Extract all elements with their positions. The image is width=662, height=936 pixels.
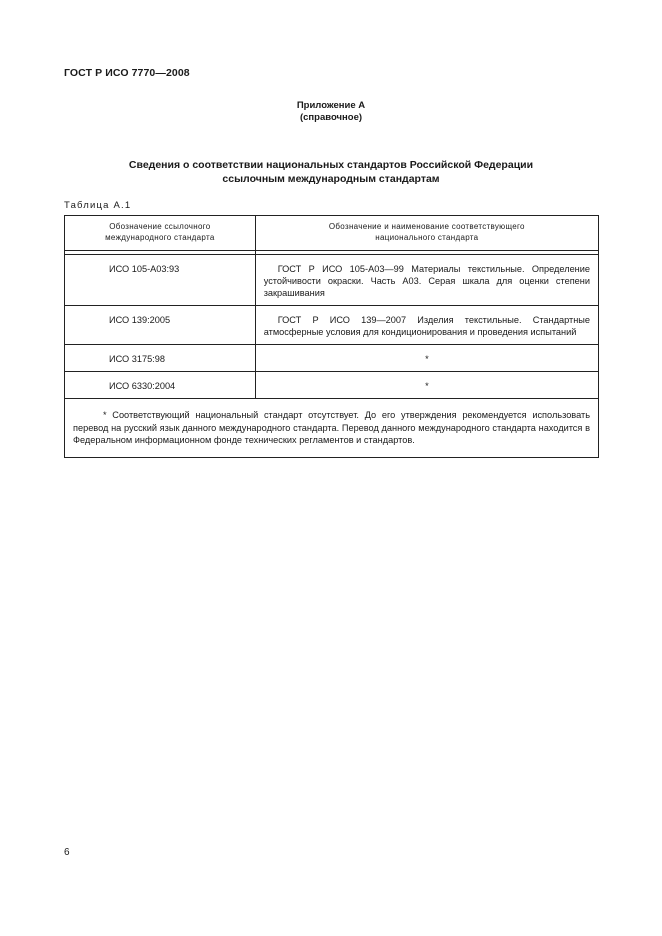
table-row [65, 255, 599, 306]
header-col2-line-2: национального стандарта [375, 233, 479, 242]
appendix-title: Приложение А [296, 100, 366, 111]
section-title-line-1: Сведения о соответствии национальных стандартов Российской Федерации [128, 159, 534, 171]
national-standard-absent-marker: * [255, 345, 598, 372]
table-header-row [65, 216, 599, 251]
table-footnote-row [65, 399, 599, 458]
page-number: 6 [64, 847, 70, 858]
national-standard-title: ГОСТ Р ИСО 105-А03—99 Материалы текстильные. Определение устойчивости окраски. Часть А03. Серая шкала для оценки степени закрашивания [255, 255, 598, 306]
header-national-standard [255, 216, 598, 251]
appendix-heading [0, 100, 662, 124]
header-col1-line-1: Обозначение ссылочного [109, 222, 211, 231]
table-row [65, 306, 599, 345]
national-standard-title: ГОСТ Р ИСО 139—2007 Изделия текстильные. Стандартные атмосферные условия для кондиционирования и проведения испытаний [255, 306, 598, 345]
reference-standard-code: ИСО 139:2005 [65, 306, 256, 345]
table-row [65, 345, 599, 372]
header-col1-line-2: международного стандарта [105, 233, 215, 242]
section-title-line-2: ссылочным международным стандартам [222, 173, 440, 185]
standards-table [64, 215, 599, 458]
table-label: Таблица А.1 [64, 200, 132, 211]
header-reference-standard [65, 216, 256, 251]
header-col2-line-1: Обозначение и наименование соответствующего [328, 222, 525, 231]
section-title [0, 158, 662, 186]
document-code-header: ГОСТ Р ИСО 7770—2008 [64, 67, 190, 79]
standards-table-wrapper [64, 215, 599, 458]
appendix-subtitle: (справочное) [299, 112, 363, 123]
reference-standard-code: ИСО 6330:2004 [65, 372, 256, 399]
reference-standard-code: ИСО 105-A03:93 [65, 255, 256, 306]
national-standard-absent-marker: * [255, 372, 598, 399]
table-footnote: * Соответствующий национальный стандарт отсутствует. До его утверждения рекомендуется использовать перевод на русский язык данного международного стандарта. Перевод данного международного стандарта находится в Федеральном информационном фонде технических регламентов и стандартов. [65, 399, 599, 458]
table-row [65, 372, 599, 399]
reference-standard-code: ИСО 3175:98 [65, 345, 256, 372]
